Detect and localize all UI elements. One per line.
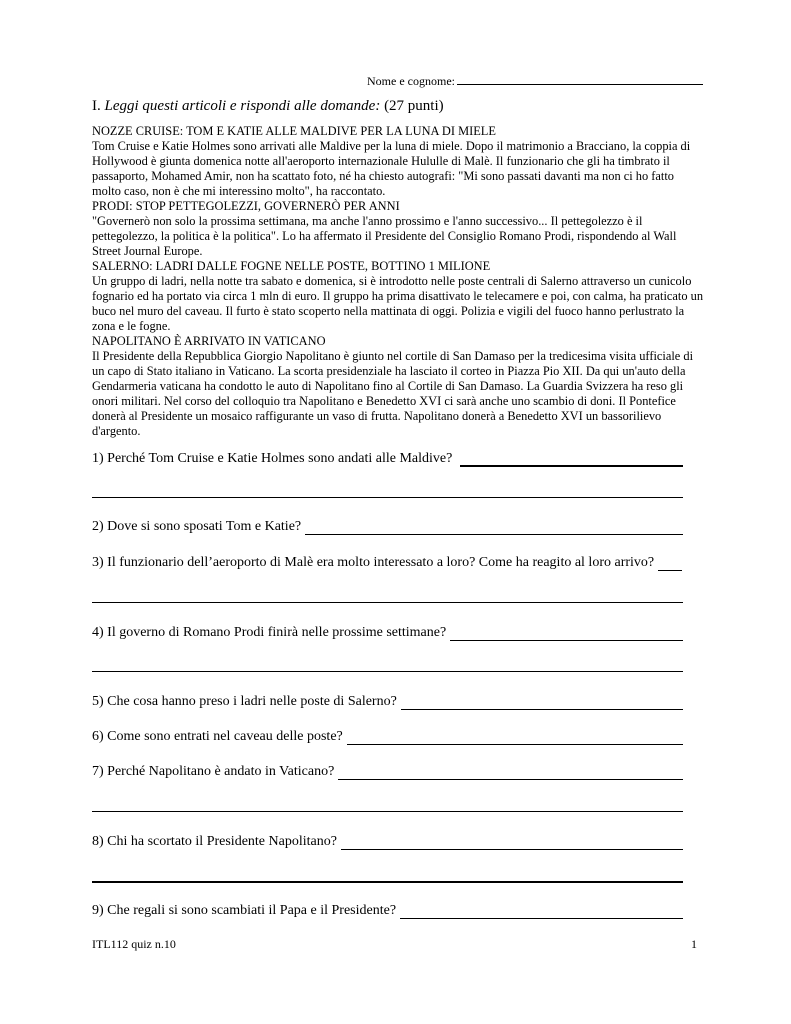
answer-line[interactable]: [460, 451, 683, 467]
article-headline: NAPOLITANO È ARRIVATO IN VATICANO: [92, 334, 326, 348]
question-2: [92, 519, 683, 535]
question-text: 3) Il funzionario dell’aeroporto di Malè era molto interessato a loro? Come ha reagito al loro arrivo?: [92, 555, 655, 570]
article-body: Tom Cruise e Katie Holmes sono arrivati alle Maldive per la luna di miele. Dopo il matrimonio a Bracciano, la coppia di Hollywood è giunta domenica notte all'aeroporto internazionale Hululle di Malè. Il funzionario che gli ha timbrato il passaporto, Mohamed Amir, non ha scattato foto, né ha chiesto autografi: "Mi sono passati davanti ma non ci ho fatto molto caso, non è che mi interessino molto", ha raccontato.: [92, 139, 691, 198]
answer-line[interactable]: [400, 904, 683, 919]
answer-line[interactable]: [450, 626, 683, 641]
answer-line[interactable]: [401, 695, 683, 710]
question-text: 1) Perché Tom Cruise e Katie Holmes sono andati alle Maldive?: [92, 451, 453, 466]
article-headline: NOZZE CRUISE: TOM E KATIE ALLE MALDIVE PER LA LUNA DI MIELE: [92, 124, 496, 138]
answer-line[interactable]: [92, 881, 683, 883]
answer-line[interactable]: [92, 811, 683, 812]
question-text: 7) Perché Napolitano è andato in Vaticano?: [92, 764, 335, 779]
answer-line[interactable]: [92, 671, 683, 672]
section-title: [92, 97, 444, 115]
answer-line[interactable]: [92, 602, 683, 603]
question-9: [92, 903, 683, 919]
question-text: 2) Dove si sono sposati Tom e Katie?: [92, 519, 302, 534]
article-body: "Governerò non solo la prossima settimana, ma anche l'anno prossimo e l'anno successivo... Il pettegolezzo è il pettegolezzo, la politica è la politica". Lo ha affermato il Presidente del Consiglio Romano Prodi, rispondendo al Wall Street Journal Europe.: [92, 214, 677, 258]
section-instruction: Leggi questi articoli e rispondi alle domande:: [104, 98, 381, 114]
article-headline: SALERNO: LADRI DALLE FOGNE NELLE POSTE, BOTTINO 1 MILIONE: [92, 259, 491, 273]
article-body: Un gruppo di ladri, nella notte tra sabato e domenica, si è introdotto nelle poste centrali di Salerno attraverso un cunicolo fognario ed ha portato via circa 1 mln di euro. Il gruppo ha prima disattivato le telecamere e poi, con calma, ha praticato un buco nel muro del caveau. Il furto è stato scoperto nella mattinata di oggi. Polizia e vigili del fuoco hanno perlustrato la zona e le fogne.: [92, 274, 704, 333]
question-text: 9) Che regali si sono scambiati il Papa e il Presidente?: [92, 903, 397, 918]
question-3: [92, 555, 683, 571]
answer-line[interactable]: [341, 835, 683, 850]
answer-line[interactable]: [338, 765, 683, 780]
question-text: 5) Che cosa hanno preso i ladri nelle poste di Salerno?: [92, 694, 397, 709]
question-7: [92, 764, 683, 780]
article-headline: PRODI: STOP PETTEGOLEZZI, GOVERNERÒ PER ANNI: [92, 199, 400, 213]
name-answer-line[interactable]: [457, 73, 703, 85]
article-body: Il Presidente della Repubblica Giorgio Napolitano è giunto nel cortile di San Damaso per la tredicesima visita ufficiale di un capo di Stato italiano in Vaticano. La scorta presidenziale ha lasciato il corteo in Piazza Pio XII. Da qui un'auto della Gendarmeria vaticana ha condotto le auto di Napolitano fino al Cortile di San Damaso. La Guardia Svizzera ha reso gli onori militari. Nel corso del colloquio tra Napolitano e Benedetto XVI ci sarà anche uno scambio di doni. Il Pontefice donerà al Presidente un mosaico raffigurante un vaso di frutta. Napolitano donerà a Benedetto XVI un bassorilievo d'argento.: [92, 349, 694, 438]
name-field[interactable]: [367, 73, 701, 88]
question-6: [92, 729, 683, 745]
footer-course: ITL112 quiz n.10: [92, 937, 176, 951]
question-8: [92, 834, 683, 850]
section-points: (27 punti): [384, 98, 444, 114]
question-text: 8) Chi ha scortato il Presidente Napolitano?: [92, 834, 337, 849]
articles: [92, 124, 704, 439]
question-4: [92, 625, 683, 641]
answer-line[interactable]: [92, 497, 683, 498]
answer-line[interactable]: [347, 730, 683, 745]
question-text: 6) Come sono entrati nel caveau delle poste?: [92, 729, 343, 744]
page-number: 1: [691, 937, 697, 951]
section-number: I.: [92, 98, 101, 114]
answer-line[interactable]: [305, 520, 683, 535]
name-label: Nome e cognome:: [367, 74, 455, 88]
question-5: [92, 694, 683, 710]
question-text: 4) Il governo di Romano Prodi finirà nelle prossime settimane?: [92, 625, 447, 640]
answer-line[interactable]: [658, 556, 682, 571]
question-1: [92, 451, 683, 467]
